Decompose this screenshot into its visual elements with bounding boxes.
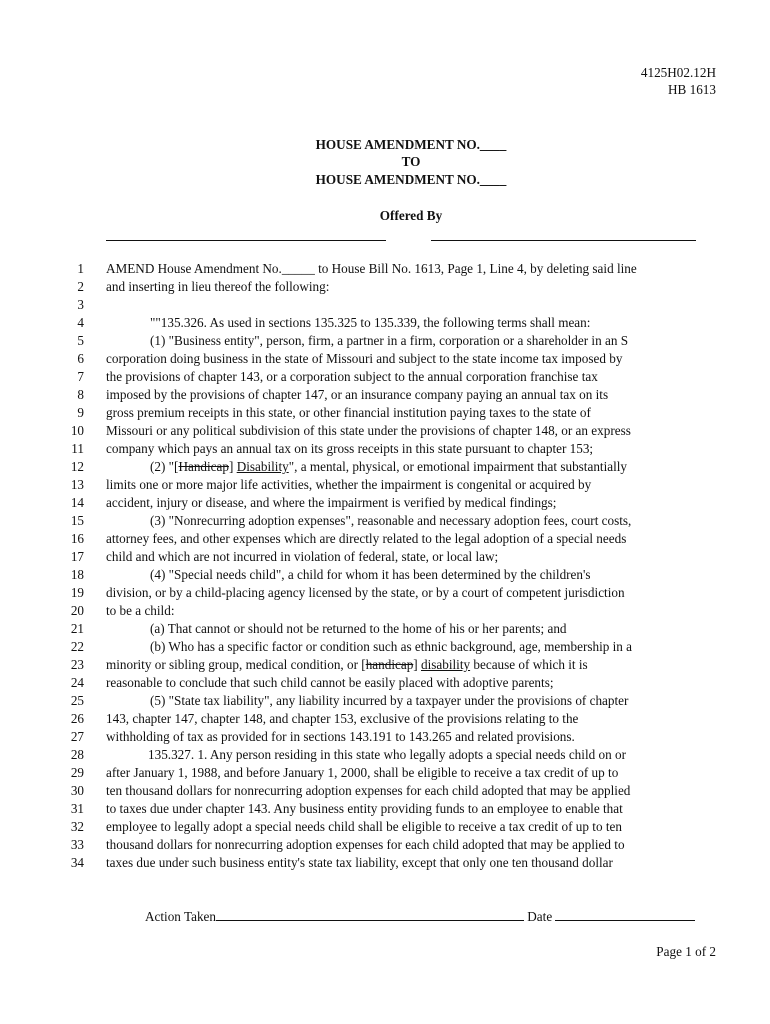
line-row (0, 422, 770, 440)
bill-number: HB 1613 (668, 82, 716, 97)
line-row (0, 350, 770, 368)
line-row (0, 620, 770, 638)
page-number: Page 1 of 2 (656, 944, 716, 959)
line-text: (a) That cannot or should not be returned to the home of his or her parents; and (150, 621, 567, 636)
line-text: employee to legally adopt a special needs child shall be eligible to receive a tax credit of up to ten (106, 819, 622, 834)
line-row (0, 458, 770, 476)
line-number: 22 (70, 639, 84, 654)
line-row (0, 656, 770, 674)
line-row (0, 368, 770, 386)
line-row (0, 314, 770, 332)
line-number: 32 (70, 819, 84, 834)
line-row (0, 494, 770, 512)
line-number: 17 (70, 549, 84, 564)
line-number: 23 (70, 657, 84, 672)
line-row (0, 638, 770, 656)
line-text: after January 1, 1988, and before January 1, 2000, shall be eligible to receive a tax credit of up to (106, 765, 619, 780)
line-number: 9 (77, 405, 84, 420)
line-text: AMEND House Amendment No._____ to House Bill No. 1613, Page 1, Line 4, by deleting said line (106, 261, 637, 276)
line-number: 14 (70, 495, 84, 510)
line-text: to taxes due under chapter 143. Any business entity providing funds to an employee to enable that (106, 801, 623, 816)
line-number: 1 (77, 261, 84, 276)
line-row (0, 278, 770, 296)
line-text: company which pays an annual tax on its gross receipts in this state pursuant to chapter 153; (106, 441, 594, 456)
line-row (0, 782, 770, 800)
line-text: 143, chapter 147, chapter 148, and chapter 153, exclusive of the provisions relating to the (106, 711, 579, 726)
date-line (555, 907, 695, 921)
line-number: 18 (70, 567, 84, 582)
line-text (106, 656, 588, 674)
line-row (0, 836, 770, 854)
line-number: 28 (70, 747, 84, 762)
line-text: ten thousand dollars for nonrecurring adoption expenses for each child adopted that may be applied (106, 783, 631, 798)
line-text-part: ] (413, 657, 421, 672)
line-row (0, 692, 770, 710)
line-text: limits one or more major life activities, whether the impairment is congenital or acquired by (106, 477, 592, 492)
line-number: 34 (70, 855, 84, 870)
line-row (0, 440, 770, 458)
line-text: and inserting in lieu thereof the following: (106, 279, 330, 294)
line-text: imposed by the provisions of chapter 147, or an insurance company paying an annual tax on its (106, 387, 609, 402)
line-row (0, 584, 770, 602)
amendment-text (0, 260, 770, 872)
line-text: (b) Who has a specific factor or condition such as ethnic background, age, membership in a (150, 639, 633, 654)
line-text: (4) "Special needs child", a child for whom it has been determined by the children's (150, 567, 591, 582)
line-text: to be a child: (106, 603, 175, 618)
line-number: 8 (77, 387, 84, 402)
line-row (0, 296, 770, 314)
line-text: division, or by a child-placing agency licensed by the state, or by a court of competent jurisdiction (106, 585, 625, 600)
line-number: 25 (70, 693, 84, 708)
line-number: 3 (77, 297, 84, 312)
line-row (0, 674, 770, 692)
line-text: (1) "Business entity", person, firm, a partner in a firm, corporation or a shareholder in an S (150, 333, 629, 348)
sponsor-signature-line-right (431, 240, 696, 241)
line-text: child and which are not incurred in violation of federal, state, or local law; (106, 549, 499, 564)
line-number: 26 (70, 711, 84, 726)
line-row (0, 566, 770, 584)
line-text: Missouri or any political subdivision of this state under the provisions of chapter 148, or an express (106, 423, 631, 438)
amendment-title-2: HOUSE AMENDMENT NO.____ (315, 172, 507, 187)
line-number: 30 (70, 783, 84, 798)
action-taken-label: Action Taken (145, 909, 216, 924)
line-text-part: ", a mental, physical, or emotional impairment that substantially (288, 459, 628, 474)
line-row (0, 818, 770, 836)
line-row (0, 710, 770, 728)
struck-text: Handicap (178, 459, 229, 474)
line-text: 135.327. 1. Any person residing in this state who legally adopts a special needs child on or (148, 747, 626, 762)
line-text: (5) "State tax liability", any liability incurred by a taxpayer under the provisions of chapter (150, 693, 629, 708)
line-row (0, 728, 770, 746)
sponsor-signature-line-left (106, 240, 386, 241)
line-text-part: ] (228, 459, 237, 474)
line-number: 20 (70, 603, 84, 618)
line-row (0, 404, 770, 422)
line-text: the provisions of chapter 143, or a corporation subject to the annual corporation franchise tax (106, 369, 598, 384)
amendment-title: HOUSE AMENDMENT NO.____ (315, 137, 507, 152)
line-number: 11 (71, 441, 84, 456)
amendment-title-to: TO (401, 154, 421, 169)
line-row (0, 854, 770, 872)
line-number: 27 (70, 729, 84, 744)
line-text-part: (2) "[ (150, 459, 179, 474)
line-number: 29 (70, 765, 84, 780)
line-text: gross premium receipts in this state, or other financial institution paying taxes to the state of (106, 405, 591, 420)
date-label: Date (527, 909, 553, 924)
line-text: corporation doing business in the state of Missouri and subject to the state income tax imposed by (106, 351, 623, 366)
line-number: 33 (70, 837, 84, 852)
line-text: accident, injury or disease, and where the impairment is verified by medical findings; (106, 495, 557, 510)
line-number: 15 (70, 513, 84, 528)
inserted-text: disability (421, 657, 471, 672)
line-text (150, 458, 627, 476)
line-text: taxes due under such business entity's state tax liability, except that only one ten thousand dollar (106, 855, 613, 870)
action-taken-row (145, 907, 695, 925)
line-text: thousand dollars for nonrecurring adoption expenses for each child adopted that may be applied to (106, 837, 625, 852)
line-text-part: minority or sibling group, medical condition, or [ (106, 657, 366, 672)
line-text: ""135.326. As used in sections 135.325 to 135.339, the following terms shall mean: (150, 315, 591, 330)
line-row (0, 386, 770, 404)
line-number: 16 (70, 531, 84, 546)
line-text: reasonable to conclude that such child cannot be easily placed with adoptive parents; (106, 675, 554, 690)
line-number: 19 (70, 585, 84, 600)
document-code: 4125H02.12H (640, 65, 716, 80)
line-text: (3) "Nonrecurring adoption expenses", reasonable and necessary adoption fees, court costs, (150, 513, 632, 528)
line-number: 13 (70, 477, 84, 492)
line-row (0, 332, 770, 350)
line-number: 2 (77, 279, 84, 294)
line-row (0, 512, 770, 530)
line-number: 5 (77, 333, 84, 348)
line-number: 31 (70, 801, 84, 816)
line-text: attorney fees, and other expenses which are directly related to the legal adoption of a special needs (106, 531, 627, 546)
line-row (0, 260, 770, 278)
struck-text: handicap (365, 657, 414, 672)
line-number: 6 (77, 351, 84, 366)
line-number: 10 (70, 423, 84, 438)
inserted-text: Disability (236, 459, 289, 474)
line-number: 21 (70, 621, 84, 636)
line-number: 4 (77, 315, 84, 330)
line-row (0, 602, 770, 620)
line-row (0, 764, 770, 782)
line-row (0, 476, 770, 494)
action-taken-line (216, 907, 524, 921)
line-text: withholding of tax as provided for in sections 143.191 to 143.265 and related provisions. (106, 729, 575, 744)
line-number: 12 (70, 459, 84, 474)
line-row (0, 530, 770, 548)
line-row (0, 548, 770, 566)
line-text-part: because of which it is (470, 657, 588, 672)
line-row (0, 800, 770, 818)
line-number: 7 (77, 369, 84, 384)
offered-by-label: Offered By (379, 208, 443, 223)
line-row (0, 746, 770, 764)
line-number: 24 (70, 675, 84, 690)
